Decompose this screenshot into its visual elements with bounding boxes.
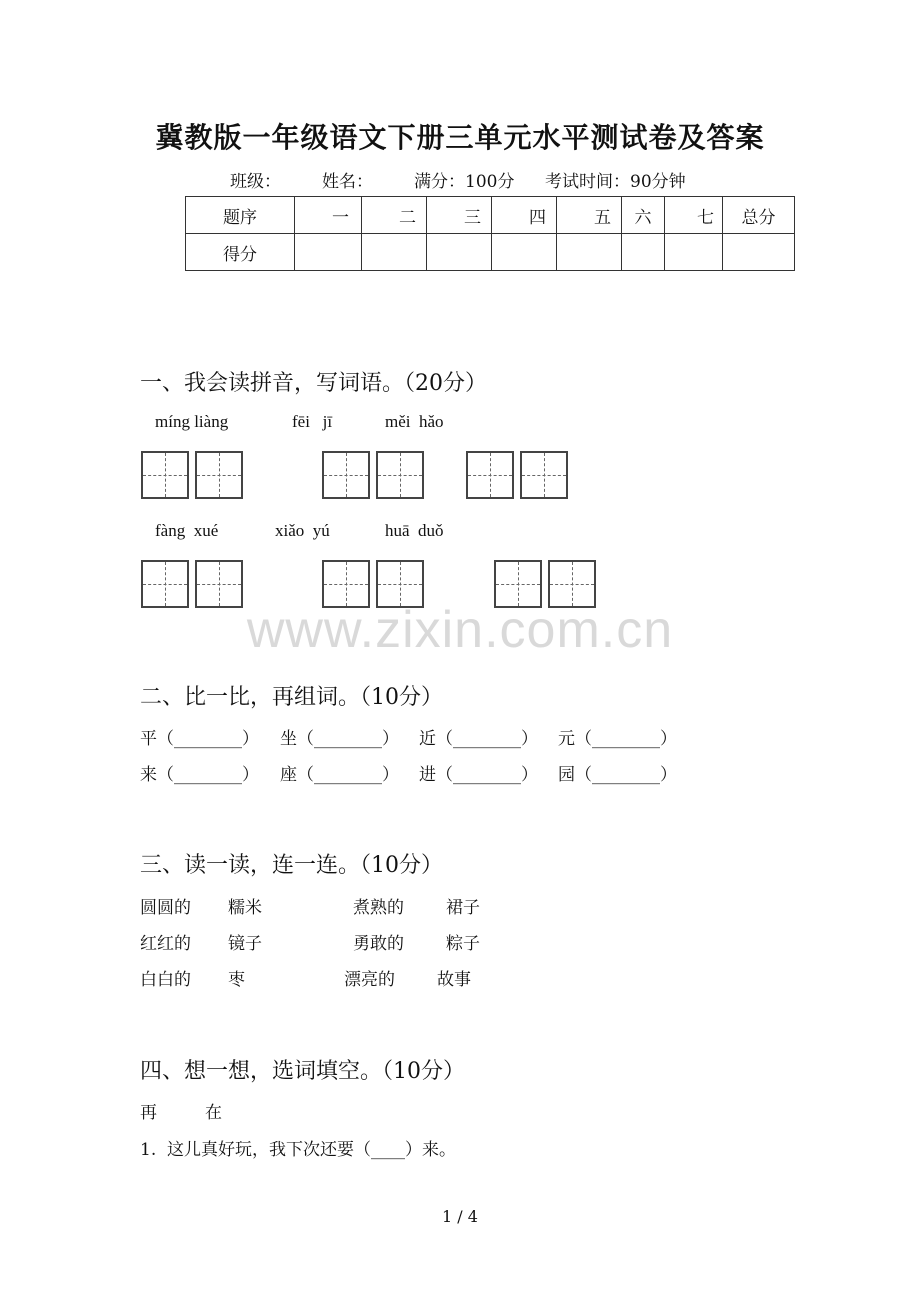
section3-heading: 三、读一读，连一连。（10分） — [140, 853, 443, 878]
word-choice: 在 — [205, 1103, 222, 1123]
table-header-cell: 七 — [665, 197, 723, 234]
writing-box[interactable] — [322, 451, 370, 499]
writing-box[interactable] — [195, 451, 243, 499]
section1-heading: 一、我会读拼音，写词语。（20分） — [140, 371, 487, 396]
pinyin-6: huā duǒ — [385, 521, 444, 540]
match-item[interactable]: 勇敢的 — [353, 934, 404, 954]
pinyin-5: xiǎo yú — [275, 521, 330, 540]
compare-item: 平（________） — [140, 729, 259, 749]
section4-heading: 四、想一想，选词填空。（10分） — [140, 1059, 465, 1084]
match-item[interactable]: 粽子 — [446, 934, 480, 954]
writing-box[interactable] — [141, 451, 189, 499]
watermark: www.zixin.com.cn — [246, 601, 674, 659]
page-title: 冀教版一年级语文下册三单元水平测试卷及答案 — [155, 121, 765, 154]
table-header-cell: 五 — [557, 197, 622, 234]
score-cell[interactable] — [557, 234, 622, 271]
compare-item: 进（________） — [419, 765, 538, 785]
compare-item: 元（________） — [558, 729, 677, 749]
table-header-cell: 二 — [362, 197, 427, 234]
compare-item: 来（________） — [140, 765, 259, 785]
full-score-label: 满分：100分 — [414, 172, 515, 192]
table-header-cell: 题序 — [186, 197, 295, 234]
score-cell[interactable] — [665, 234, 723, 271]
word-choice: 再 — [140, 1103, 157, 1123]
writing-box[interactable] — [520, 451, 568, 499]
exam-time-label: 考试时间：90分钟 — [545, 172, 686, 192]
page-number: 1 / 4 — [442, 1207, 478, 1226]
match-item[interactable]: 煮熟的 — [353, 898, 404, 918]
score-cell[interactable] — [492, 234, 557, 271]
table-header-cell: 三 — [427, 197, 492, 234]
compare-item: 园（________） — [558, 765, 677, 785]
score-table-score-row — [186, 234, 795, 271]
score-cell[interactable] — [295, 234, 362, 271]
name-label: 姓名： — [322, 172, 373, 192]
question-1: 1. 这儿真好玩，我下次还要（____）来。 — [140, 1140, 457, 1160]
compare-item: 近（________） — [419, 729, 538, 749]
pinyin-1: míng liàng — [155, 412, 229, 431]
class-label: 班级： — [230, 172, 281, 192]
match-item[interactable]: 枣 — [228, 970, 245, 990]
writing-box[interactable] — [376, 451, 424, 499]
writing-box[interactable] — [466, 451, 514, 499]
compare-item: 坐（________） — [280, 729, 399, 749]
pinyin-2: fēi jī — [292, 412, 333, 431]
score-table — [185, 196, 795, 271]
match-item[interactable]: 糯米 — [228, 898, 262, 918]
table-header-cell: 四 — [492, 197, 557, 234]
table-header-cell: 总分 — [723, 197, 795, 234]
match-item[interactable]: 故事 — [437, 970, 471, 990]
match-item[interactable]: 裙子 — [446, 898, 480, 918]
table-row-label: 得分 — [186, 234, 295, 271]
score-cell[interactable] — [622, 234, 665, 271]
pinyin-3: měi hǎo — [385, 412, 444, 431]
pinyin-4: fàng xué — [155, 521, 219, 540]
section2-heading: 二、比一比，再组词。（10分） — [140, 685, 443, 710]
match-item[interactable]: 红红的 — [140, 934, 191, 954]
score-cell[interactable] — [362, 234, 427, 271]
match-item[interactable]: 白白的 — [140, 970, 191, 990]
score-cell[interactable] — [723, 234, 795, 271]
score-table-header-row — [186, 197, 795, 234]
match-item[interactable]: 镜子 — [228, 934, 262, 954]
compare-item: 座（________） — [280, 765, 399, 785]
match-item[interactable]: 圆圆的 — [140, 898, 191, 918]
score-cell[interactable] — [427, 234, 492, 271]
table-header-cell: 一 — [295, 197, 362, 234]
table-header-cell: 六 — [622, 197, 665, 234]
match-item[interactable]: 漂亮的 — [344, 970, 395, 990]
